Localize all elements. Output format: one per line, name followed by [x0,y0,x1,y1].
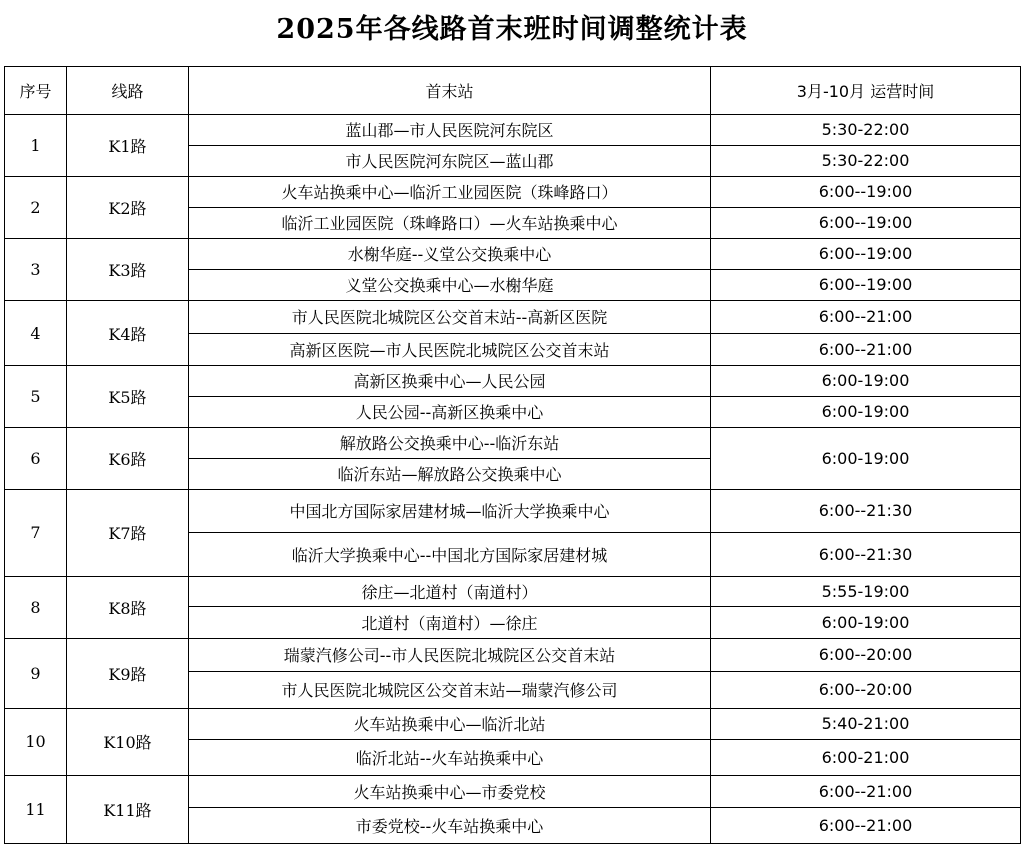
table-row [5,708,1021,740]
time-cell: 6:00-19:00 [711,607,1021,639]
seq-cell: 10 [5,708,67,775]
time-cell: 6:00--20:00 [711,672,1021,709]
time-cell: 6:00--19:00 [711,177,1021,208]
table-row [5,301,1021,334]
stops-cell: 市人民医院北城院区公交首末站--高新区医院 [189,301,711,334]
seq-cell: 3 [5,239,67,301]
line-cell: K11路 [67,775,189,843]
line-cell: K3路 [67,239,189,301]
table-row [5,366,1021,397]
schedule-table [4,66,1021,844]
schedule-body [5,115,1021,844]
table-row [5,115,1021,146]
stops-cell: 义堂公交换乘中心—水榭华庭 [189,269,711,301]
stops-cell: 高新区医院—市人民医院北城院区公交首末站 [189,333,711,366]
time-cell: 6:00--21:00 [711,333,1021,366]
line-cell: K8路 [67,576,189,638]
stops-cell: 临沂大学换乘中心--中国北方国际家居建材城 [189,532,711,576]
stops-cell: 中国北方国际家居建材城—临沂大学换乘中心 [189,490,711,533]
stops-cell: 火车站换乘中心—临沂工业园医院（珠峰路口） [189,177,711,208]
time-cell: 6:00-21:00 [711,740,1021,776]
line-cell: K5路 [67,366,189,428]
time-cell: 6:00--19:00 [711,239,1021,270]
seq-cell: 1 [5,115,67,177]
stops-cell: 瑞蒙汽修公司--市人民医院北城院区公交首末站 [189,638,711,672]
table-row [5,177,1021,208]
time-cell: 6:00--21:30 [711,532,1021,576]
line-cell: K4路 [67,301,189,366]
time-cell: 6:00--21:00 [711,808,1021,844]
seq-cell: 2 [5,177,67,239]
line-cell: K7路 [67,490,189,576]
seq-cell: 7 [5,490,67,576]
table-row [5,638,1021,672]
time-cell: 6:00-19:00 [711,428,1021,490]
stops-cell: 蓝山郡—市人民医院河东院区 [189,115,711,146]
stops-cell: 解放路公交换乘中心--临沂东站 [189,428,711,459]
stops-cell: 市人民医院河东院区—蓝山郡 [189,145,711,177]
time-cell: 5:40-21:00 [711,708,1021,740]
stops-cell: 火车站换乘中心—临沂北站 [189,708,711,740]
time-cell: 5:30-22:00 [711,115,1021,146]
seq-cell: 9 [5,638,67,708]
time-cell: 6:00--20:00 [711,638,1021,672]
line-cell: K1路 [67,115,189,177]
line-cell: K9路 [67,638,189,708]
seq-cell: 6 [5,428,67,490]
stops-cell: 高新区换乘中心—人民公园 [189,366,711,397]
time-cell: 6:00--19:00 [711,207,1021,239]
seq-cell: 8 [5,576,67,638]
time-cell: 5:55-19:00 [711,576,1021,607]
table-row [5,239,1021,270]
stops-cell: 人民公园--高新区换乘中心 [189,396,711,428]
header-time: 3月-10月 运营时间 [711,67,1021,115]
time-cell: 5:30-22:00 [711,145,1021,177]
time-cell: 6:00-19:00 [711,366,1021,397]
stops-cell: 临沂北站--火车站换乘中心 [189,740,711,776]
table-row [5,775,1021,808]
line-cell: K10路 [67,708,189,775]
header-seq: 序号 [5,67,67,115]
stops-cell: 临沂东站—解放路公交换乘中心 [189,458,711,490]
table-row [5,490,1021,533]
stops-cell: 临沂工业园医院（珠峰路口）—火车站换乘中心 [189,207,711,239]
stops-cell: 火车站换乘中心—市委党校 [189,775,711,808]
header-row [5,67,1021,115]
page-title: 2025年各线路首末班时间调整统计表 [276,14,748,45]
time-cell: 6:00--21:00 [711,301,1021,334]
stops-cell: 北道村（南道村）—徐庄 [189,607,711,639]
stops-cell: 徐庄—北道村（南道村） [189,576,711,607]
line-cell: K6路 [67,428,189,490]
stops-cell: 水榭华庭--义堂公交换乘中心 [189,239,711,270]
time-cell: 6:00--19:00 [711,269,1021,301]
time-cell: 6:00--21:00 [711,775,1021,808]
line-cell: K2路 [67,177,189,239]
time-cell: 6:00-19:00 [711,396,1021,428]
table-row [5,428,1021,459]
time-cell: 6:00--21:30 [711,490,1021,533]
seq-cell: 5 [5,366,67,428]
stops-cell: 市人民医院北城院区公交首末站—瑞蒙汽修公司 [189,672,711,709]
table-row [5,576,1021,607]
stops-cell: 市委党校--火车站换乘中心 [189,808,711,844]
header-stops: 首末站 [189,67,711,115]
seq-cell: 4 [5,301,67,366]
header-line: 线路 [67,67,189,115]
seq-cell: 11 [5,775,67,843]
